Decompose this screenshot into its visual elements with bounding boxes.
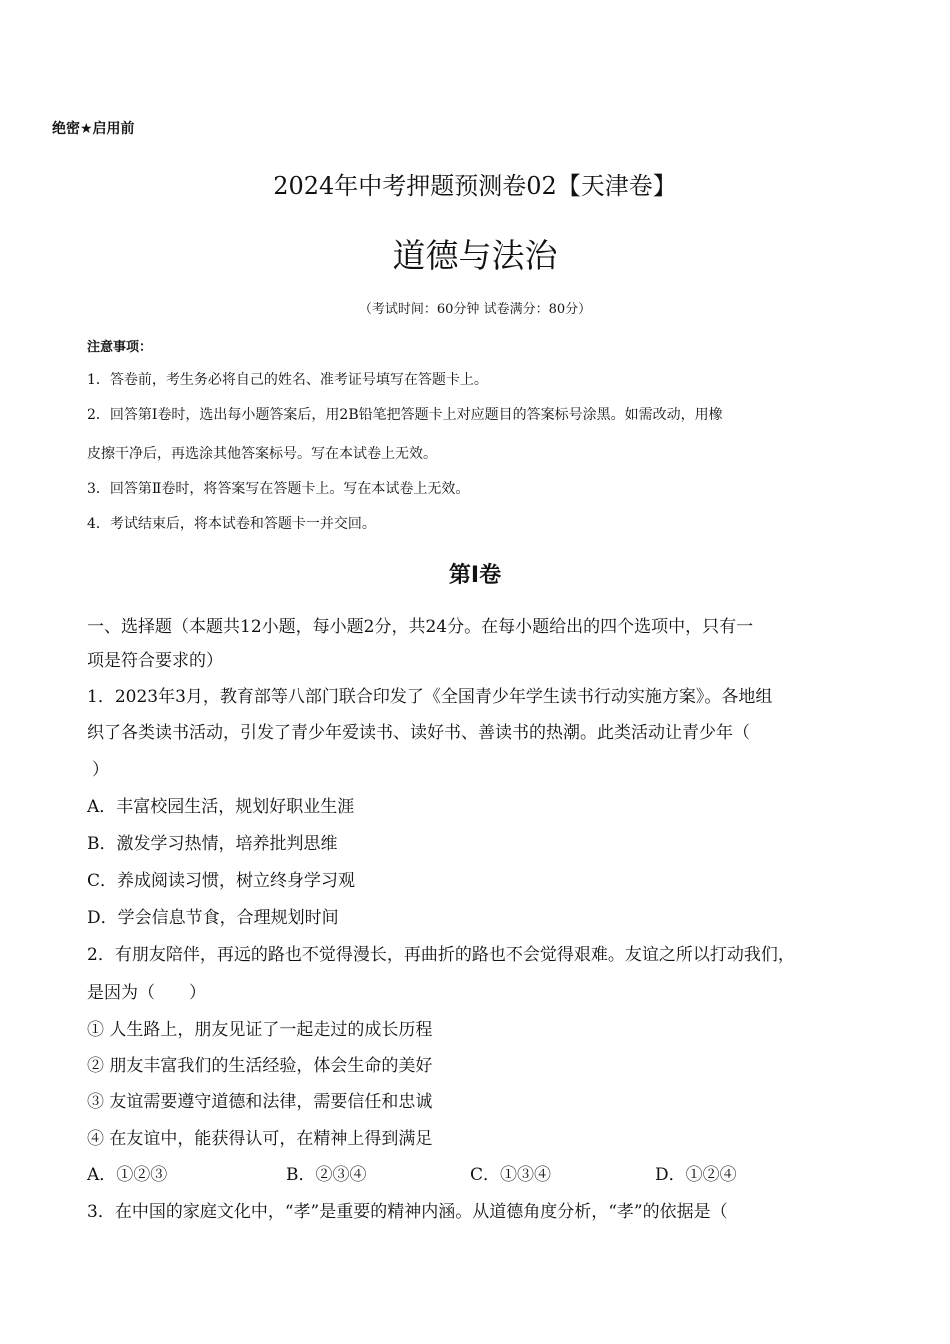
question-2-option-a: A．①②③ — [87, 1165, 168, 1185]
note-item: 3．回答第Ⅱ卷时，将答案写在答题卡上。写在本试卷上无效。 — [87, 481, 470, 497]
question-1-stem: ） — [92, 760, 109, 780]
question-2-statement: ① 人生路上，朋友见证了一起走过的成长历程 — [87, 1020, 433, 1040]
question-2-options — [0, 1160, 950, 1184]
question-2-statement: ③ 友谊需要遵守道德和法律，需要信任和忠诚 — [87, 1092, 433, 1112]
question-2-option-b: B．②③④ — [286, 1165, 367, 1185]
question-1-option-c: C．养成阅读习惯，树立终身学习观 — [87, 871, 356, 891]
note-item: 4．考试结束后，将本试卷和答题卡一并交回。 — [87, 516, 376, 532]
question-2-option-d: D．①②④ — [655, 1165, 737, 1185]
question-1-option-a: A．丰富校园生活，规划好职业生涯 — [87, 797, 355, 817]
question-1-stem: 1．2023年3月，教育部等八部门联合印发了《全国青少年学生读书行动实施方案》。各地组 — [87, 687, 773, 707]
secret-mark: 绝密★启用前 — [52, 121, 135, 137]
question-2-stem: 是因为（ ） — [87, 983, 206, 1003]
notes-title: 注意事项： — [87, 340, 153, 355]
question-1-stem: 织了各类读书活动，引发了青少年爱读书、读好书、善读书的热潮。此类活动让青少年（ — [87, 723, 750, 743]
section-instruction: 项是符合要求的） — [87, 651, 223, 671]
section-instruction: 一、选择题（本题共12小题，每小题2分，共24分。在每小题给出的四个选项中，只有一 — [87, 617, 754, 637]
note-item: 皮擦干净后，再选涂其他答案标号。写在本试卷上无效。 — [87, 446, 437, 462]
note-item: 1．答卷前，考生务必将自己的姓名、准考证号填写在答题卡上。 — [87, 372, 488, 388]
question-2-option-c: C．①③④ — [470, 1165, 552, 1185]
exam-title: 2024年中考押题预测卷02【天津卷】 — [273, 172, 677, 200]
time-info: （考试时间：60分钟 试卷满分：80分） — [358, 302, 592, 317]
question-3-stem: 3．在中国的家庭文化中，“孝”是重要的精神内涵。从道德角度分析，“孝”的依据是（ — [87, 1202, 728, 1222]
subject-title: 道德与法治 — [392, 236, 558, 275]
part-title: 第Ⅰ卷 — [448, 563, 502, 588]
question-1-option-b: B．激发学习热情，培养批判思维 — [87, 834, 338, 854]
question-2-statement: ② 朋友丰富我们的生活经验，体会生命的美好 — [87, 1056, 433, 1076]
question-1-option-d: D．学会信息节食，合理规划时间 — [87, 908, 339, 928]
question-2-stem: 2．有朋友陪伴，再远的路也不觉得漫长，再曲折的路也不会觉得艰难。友谊之所以打动我们， — [87, 945, 795, 965]
question-2-statement: ④ 在友谊中，能获得认可，在精神上得到满足 — [87, 1129, 433, 1149]
note-item: 2．回答第Ⅰ卷时，选出每小题答案后，用2B铅笔把答题卡上对应题目的答案标号涂黑。如需改动，用橡 — [87, 407, 723, 423]
